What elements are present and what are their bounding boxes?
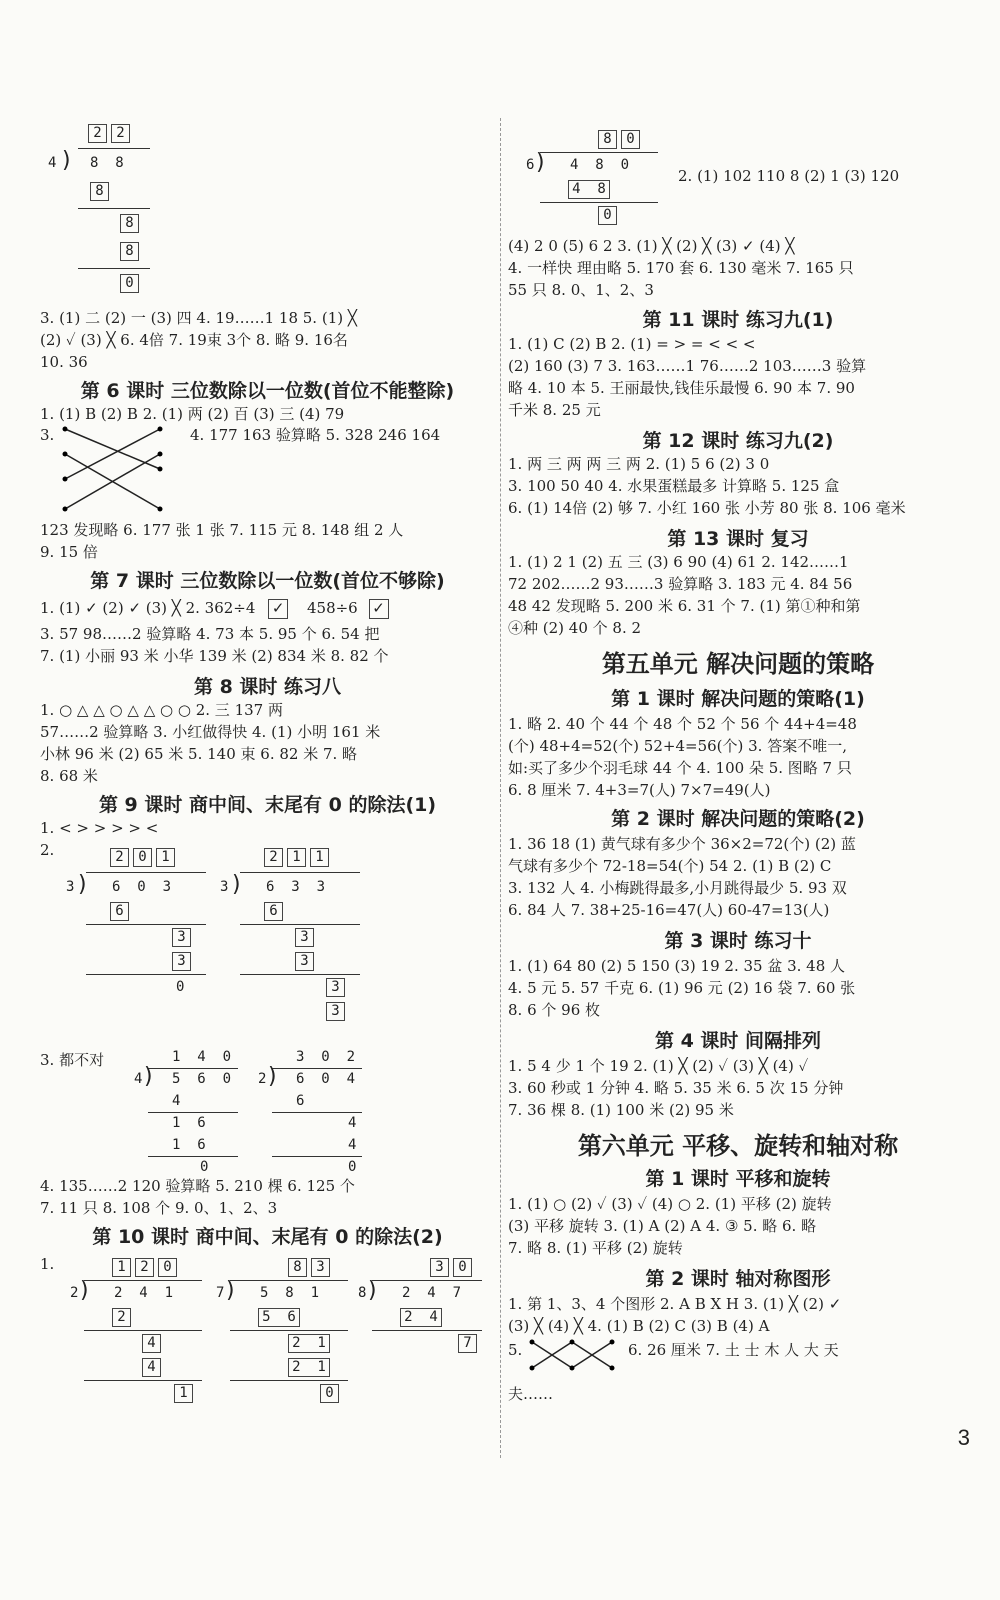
- answer-line: 略 4. 10 本 5. 王丽最快,钱佳乐最慢 6. 90 本 7. 90: [508, 379, 855, 397]
- quotient-digit: 3: [311, 1258, 330, 1277]
- lesson-heading: 第 7 课时 三位数除以一位数(首位不够除): [90, 570, 445, 592]
- answer-line: 6. 8 厘米 7. 4+3=7(人) 7×7=49(人): [508, 781, 771, 799]
- answer-line: 8. 68 米: [40, 767, 98, 785]
- lesson-heading: 第 4 课时 间隔排列: [654, 1030, 822, 1052]
- step-digit: 4: [348, 1137, 357, 1153]
- answer-line: (3) ╳ (4) ╳ 4. (1) B (2) C (3) B (4) A: [508, 1317, 770, 1335]
- answer-line: 1. (1) B (2) B 2. (1) 两 (2) 百 (3) 三 (4) 79: [40, 405, 345, 423]
- answer-line: (2) ✓ (3) ╳ 6. 4倍 7. 19束 3个 8. 略 9. 16名: [40, 331, 348, 349]
- step-digit: 0: [120, 274, 139, 293]
- answer-line: 1. (1) C (2) B 2. (1) = > = < < <: [508, 335, 756, 353]
- answer-line: 3. (1) 二 (2) 一 (3) 四 4. 19……1 18 5. (1) ╳: [40, 309, 357, 327]
- lesson-heading: 第 9 课时 商中间、末尾有 0 的除法(1): [98, 794, 437, 816]
- answer-line: 72 202……2 93……3 验算略 3. 183 元 4. 84 56: [508, 575, 853, 593]
- step-digit: 5 6: [258, 1308, 300, 1327]
- quotient: 1 4 0: [172, 1049, 232, 1065]
- column-divider: [500, 118, 501, 1458]
- answer-line: 1. 第 1、3、4 个图形 2. A B X H 3. (1) ╳ (2) ✓: [508, 1295, 842, 1313]
- check-icon: ✓: [268, 599, 288, 619]
- matching-lines-icon: [60, 424, 170, 514]
- dividend: 5 6 0: [172, 1071, 232, 1087]
- lesson-heading: 第 8 课时 练习八: [193, 676, 342, 698]
- lesson-heading: 第 10 课时 商中间、末尾有 0 的除法(2): [92, 1226, 443, 1248]
- answer-line: 1. < > > > > <: [40, 819, 159, 837]
- quotient-digit: 0: [158, 1258, 177, 1277]
- step-digit: 4: [348, 1115, 357, 1131]
- quotient-digit: 1: [112, 1258, 131, 1277]
- answer-line: 6. (1) 14倍 (2) 够 7. 小红 160 张 小芳 80 张 8. 106 毫米: [508, 499, 906, 517]
- divisor: 2: [70, 1285, 79, 1301]
- answer-line: 2.: [40, 841, 55, 859]
- long-division-4: 1 4 0 4 ) 5 6 0 4 1 6 1 6 0: [134, 1046, 244, 1176]
- lesson-heading: 第 1 课时 解决问题的策略(1): [611, 688, 865, 710]
- answer-line: 4. 177 163 验算略 5. 328 246 164: [190, 426, 441, 444]
- answer-line: (3) 平移 旋转 3. (1) A (2) A 4. ③ 5. 略 6. 略: [508, 1217, 817, 1235]
- page-number: 3: [957, 1425, 970, 1450]
- step-digit: 7: [458, 1334, 477, 1353]
- long-division-2: 2 0 1 3 ) 6 0 3 6 3 3 0: [66, 846, 216, 996]
- lesson-heading: 第 6 课时 三位数除以一位数(首位不能整除): [80, 380, 455, 402]
- step-digit: 3: [326, 1002, 345, 1021]
- answer-line: (4) 2 0 (5) 6 2 3. (1) ╳ (2) ╳ (3) ✓ (4) ╳: [508, 237, 795, 255]
- step-digit: 2 1: [288, 1358, 330, 1377]
- answer-line: 8. 6 个 96 枚: [508, 1001, 601, 1019]
- step-digit: 3: [326, 978, 345, 997]
- answer-line: 10. 36: [40, 353, 88, 371]
- step-digit: 3: [172, 928, 191, 947]
- divisor: 3: [66, 879, 75, 895]
- answer-line: 3. 都不对: [40, 1051, 105, 1069]
- answer-line: 7. (1) 小丽 93 米 小华 139 米 (2) 834 米 8. 82 个: [40, 647, 389, 665]
- check-icon: ✓: [369, 599, 389, 619]
- quotient-digit: 1: [156, 848, 175, 867]
- step-digit: 0: [200, 1159, 209, 1175]
- step-digit: 1 6: [172, 1115, 206, 1131]
- quotient-digit: 8: [598, 130, 617, 149]
- dividend: 6 0 4: [296, 1071, 356, 1087]
- step-digit: 4: [142, 1334, 161, 1353]
- left-column: [40, 0, 495, 1600]
- quotient-digit: 2: [264, 848, 283, 867]
- answer-line: 4. 135……2 120 验算略 5. 210 棵 6. 125 个: [40, 1177, 355, 1195]
- dividend: 6 3 3: [266, 879, 326, 895]
- quotient-digit: 2: [135, 1258, 154, 1277]
- long-division-6: 1 2 0 2 ) 2 4 1 2 4 4 1: [70, 1256, 220, 1426]
- quotient-digit: 0: [133, 848, 152, 867]
- step-digit: 4: [172, 1093, 181, 1109]
- lesson-heading: 第 3 课时 练习十: [664, 930, 812, 952]
- answer-line: 1. (1) ○ (2) ✓ (3) ✓ (4) ○ 2. (1) 平移 (2) 旋转: [508, 1195, 832, 1213]
- step-digit: 4 8: [568, 180, 610, 199]
- lesson-heading: 第 11 课时 练习九(1): [642, 309, 834, 331]
- step-digit: 6: [264, 902, 283, 921]
- step-digit: 2 4: [400, 1308, 442, 1327]
- answer-line: 55 只 8. 0、1、2、3: [508, 281, 654, 299]
- answer-line: 3. 100 50 40 4. 水果蛋糕最多 计算略 5. 125 盒: [508, 477, 840, 495]
- answer-line: 3. 60 秒或 1 分钟 4. 略 5. 35 米 6. 5 次 15 分钟: [508, 1079, 844, 1097]
- divisor: 7: [216, 1285, 225, 1301]
- step-digit: 1: [174, 1384, 193, 1403]
- quotient-digit: 0: [453, 1258, 472, 1277]
- answer-line: 1. 略 2. 40 个 44 个 48 个 52 个 56 个 44+4=48: [508, 715, 857, 733]
- step-digit: 0: [176, 979, 185, 995]
- step-digit: 2 1: [288, 1334, 330, 1353]
- answer-line: 1.: [40, 1255, 55, 1273]
- answer-text: 1. (1) ✓ (2) ✓ (3) ╳ 2. 362÷4: [40, 599, 256, 617]
- lesson-heading: 第 12 课时 练习九(2): [642, 430, 834, 452]
- step-digit: 3: [172, 952, 191, 971]
- quotient-digit: 1: [310, 848, 329, 867]
- answer-line: (2) 160 (3) 7 3. 163……1 76……2 103……3 验算: [508, 357, 867, 375]
- dividend: 2 4 1: [114, 1285, 174, 1301]
- matching-lines-icon: [528, 1338, 618, 1372]
- step-digit: 6: [296, 1093, 305, 1109]
- dividend: 4 8 0: [570, 157, 630, 173]
- lesson-heading: 第 2 课时 解决问题的策略(2): [611, 808, 865, 830]
- step-digit: 3: [295, 928, 314, 947]
- step-digit: 1 6: [172, 1137, 206, 1153]
- answer-line: 7. 11 只 8. 108 个 9. 0、1、2、3: [40, 1199, 278, 1217]
- answer-line: 3. 132 人 4. 小梅跳得最多,小月跳得最少 5. 93 双: [508, 879, 847, 897]
- long-division-3: 2 1 1 3 ) 6 3 3 6 3 3 3 3: [220, 846, 370, 1036]
- answer-line: 7. 略 8. (1) 平移 (2) 旋转: [508, 1239, 683, 1257]
- step-digit: 0: [348, 1159, 357, 1175]
- answer-line: 57……2 验算略 3. 小红做得快 4. (1) 小明 161 米: [40, 723, 381, 741]
- answer-line: ④种 (2) 40 个 8. 2: [508, 619, 642, 637]
- long-division-1: 2 2 4 ) 8 8 8 8 8 0: [48, 122, 158, 302]
- dividend: 8 8: [90, 155, 124, 171]
- lesson-heading: 第 1 课时 平移和旋转: [645, 1168, 831, 1190]
- divisor: 4: [48, 155, 57, 171]
- answer-line: 小林 96 米 (2) 65 米 5. 140 束 6. 82 米 7. 略: [40, 745, 358, 763]
- answer-line: 3.: [40, 426, 55, 444]
- answer-line: 1. 5 4 少 1 个 19 2. (1) ╳ (2) ✓ (3) ╳ (4) ✓: [508, 1057, 809, 1075]
- answer-line: 6. 84 人 7. 38+25-16=47(人) 60-47=13(人): [508, 901, 830, 919]
- step-digit: 8: [120, 242, 139, 261]
- divisor: 6: [526, 157, 535, 173]
- divisor: 3: [220, 879, 229, 895]
- answer-line: 7. 36 棵 8. (1) 100 米 (2) 95 米: [508, 1101, 734, 1119]
- answer-line: 48 42 发现略 5. 200 米 6. 31 个 7. (1) 第①种和第: [508, 597, 861, 615]
- answer-line: 1. 36 18 (1) 黄气球有多少个 36×2=72(个) (2) 蓝: [508, 835, 856, 853]
- long-division-9: 8 0 6 ) 4 8 0 4 8 0: [526, 128, 666, 238]
- quotient-digit: 0: [621, 130, 640, 149]
- answer-line: 1. 两 三 两 两 三 两 2. (1) 5 6 (2) 3 0: [508, 455, 770, 473]
- step-digit: 4: [142, 1358, 161, 1377]
- answer-line: 123 发现略 6. 177 张 1 张 7. 115 元 8. 148 组 2 人: [40, 521, 404, 539]
- answer-line: 如:买了多少个羽毛球 44 个 4. 100 朵 5. 图略 7 只: [508, 759, 852, 777]
- answer-line: 1. (1) 2 1 (2) 五 三 (3) 6 90 (4) 61 2. 142……1: [508, 553, 849, 571]
- answer-line: (个) 48+4=52(个) 52+4=56(个) 3. 答案不唯一,: [508, 737, 847, 755]
- step-digit: 8: [90, 182, 109, 201]
- step-digit: 2: [112, 1308, 131, 1327]
- answer-line: 4. 5 元 5. 57 千克 6. (1) 96 元 (2) 16 袋 7. 60 张: [508, 979, 856, 997]
- dividend: 5 8 1: [260, 1285, 320, 1301]
- quotient-digit: 1: [287, 848, 306, 867]
- answer-line: 1. ○ △ △ ○ △ △ ○ ○ 2. 三 137 两: [40, 701, 283, 719]
- unit-heading: 第六单元 平移、旋转和轴对称: [577, 1132, 899, 1160]
- step-digit: 0: [320, 1384, 339, 1403]
- lesson-heading: 第 13 课时 复习: [667, 528, 809, 550]
- answer-line: 3. 57 98……2 验算略 4. 73 本 5. 95 个 6. 54 把: [40, 625, 380, 643]
- right-column: [508, 0, 968, 1600]
- dividend: 2 4 7: [402, 1285, 462, 1301]
- quotient-digit: 2: [88, 124, 107, 143]
- step-digit: 3: [295, 952, 314, 971]
- answer-line: 千米 8. 25 元: [508, 401, 601, 419]
- answer-line: 4. 一样快 理由略 5. 170 套 6. 130 毫米 7. 165 只: [508, 259, 854, 277]
- long-division-5: 3 0 2 2 ) 6 0 4 6 4 4 0: [258, 1046, 368, 1176]
- step-digit: 0: [598, 206, 617, 225]
- step-digit: 8: [120, 214, 139, 233]
- answer-text: 458÷6: [306, 599, 358, 617]
- unit-heading: 第五单元 解决问题的策略: [601, 650, 875, 678]
- answer-line: 9. 15 倍: [40, 543, 98, 561]
- quotient-digit: 2: [111, 124, 130, 143]
- divisor: 2: [258, 1071, 267, 1087]
- divisor: 4: [134, 1071, 143, 1087]
- answer-line: [40, 598, 393, 619]
- answer-line: 2. (1) 102 110 8 (2) 1 (3) 120: [678, 167, 900, 185]
- step-digit: 6: [110, 902, 129, 921]
- quotient-digit: 2: [110, 848, 129, 867]
- long-division-7: 8 3 7 ) 5 8 1 5 6 2 1 2 1 0: [216, 1256, 366, 1426]
- long-division-8: 3 0 8 ) 2 4 7 2 4 7: [358, 1256, 488, 1426]
- divisor: 8: [358, 1285, 367, 1301]
- answer-line: 1. (1) 64 80 (2) 5 150 (3) 19 2. 35 盆 3. 48 人: [508, 957, 846, 975]
- answer-line: 5.: [508, 1341, 523, 1359]
- quotient-digit: 3: [430, 1258, 449, 1277]
- quotient-digit: 8: [288, 1258, 307, 1277]
- answer-line: 6. 26 厘米 7. 土 士 木 人 大 天: [628, 1341, 839, 1359]
- dividend: 6 0 3: [112, 879, 172, 895]
- answer-line: 气球有多少个 72-18=54(个) 54 2. (1) B (2) C: [508, 857, 832, 875]
- answer-line: 夫……: [508, 1385, 554, 1403]
- quotient: 3 0 2: [296, 1049, 356, 1065]
- lesson-heading: 第 2 课时 轴对称图形: [645, 1268, 831, 1290]
